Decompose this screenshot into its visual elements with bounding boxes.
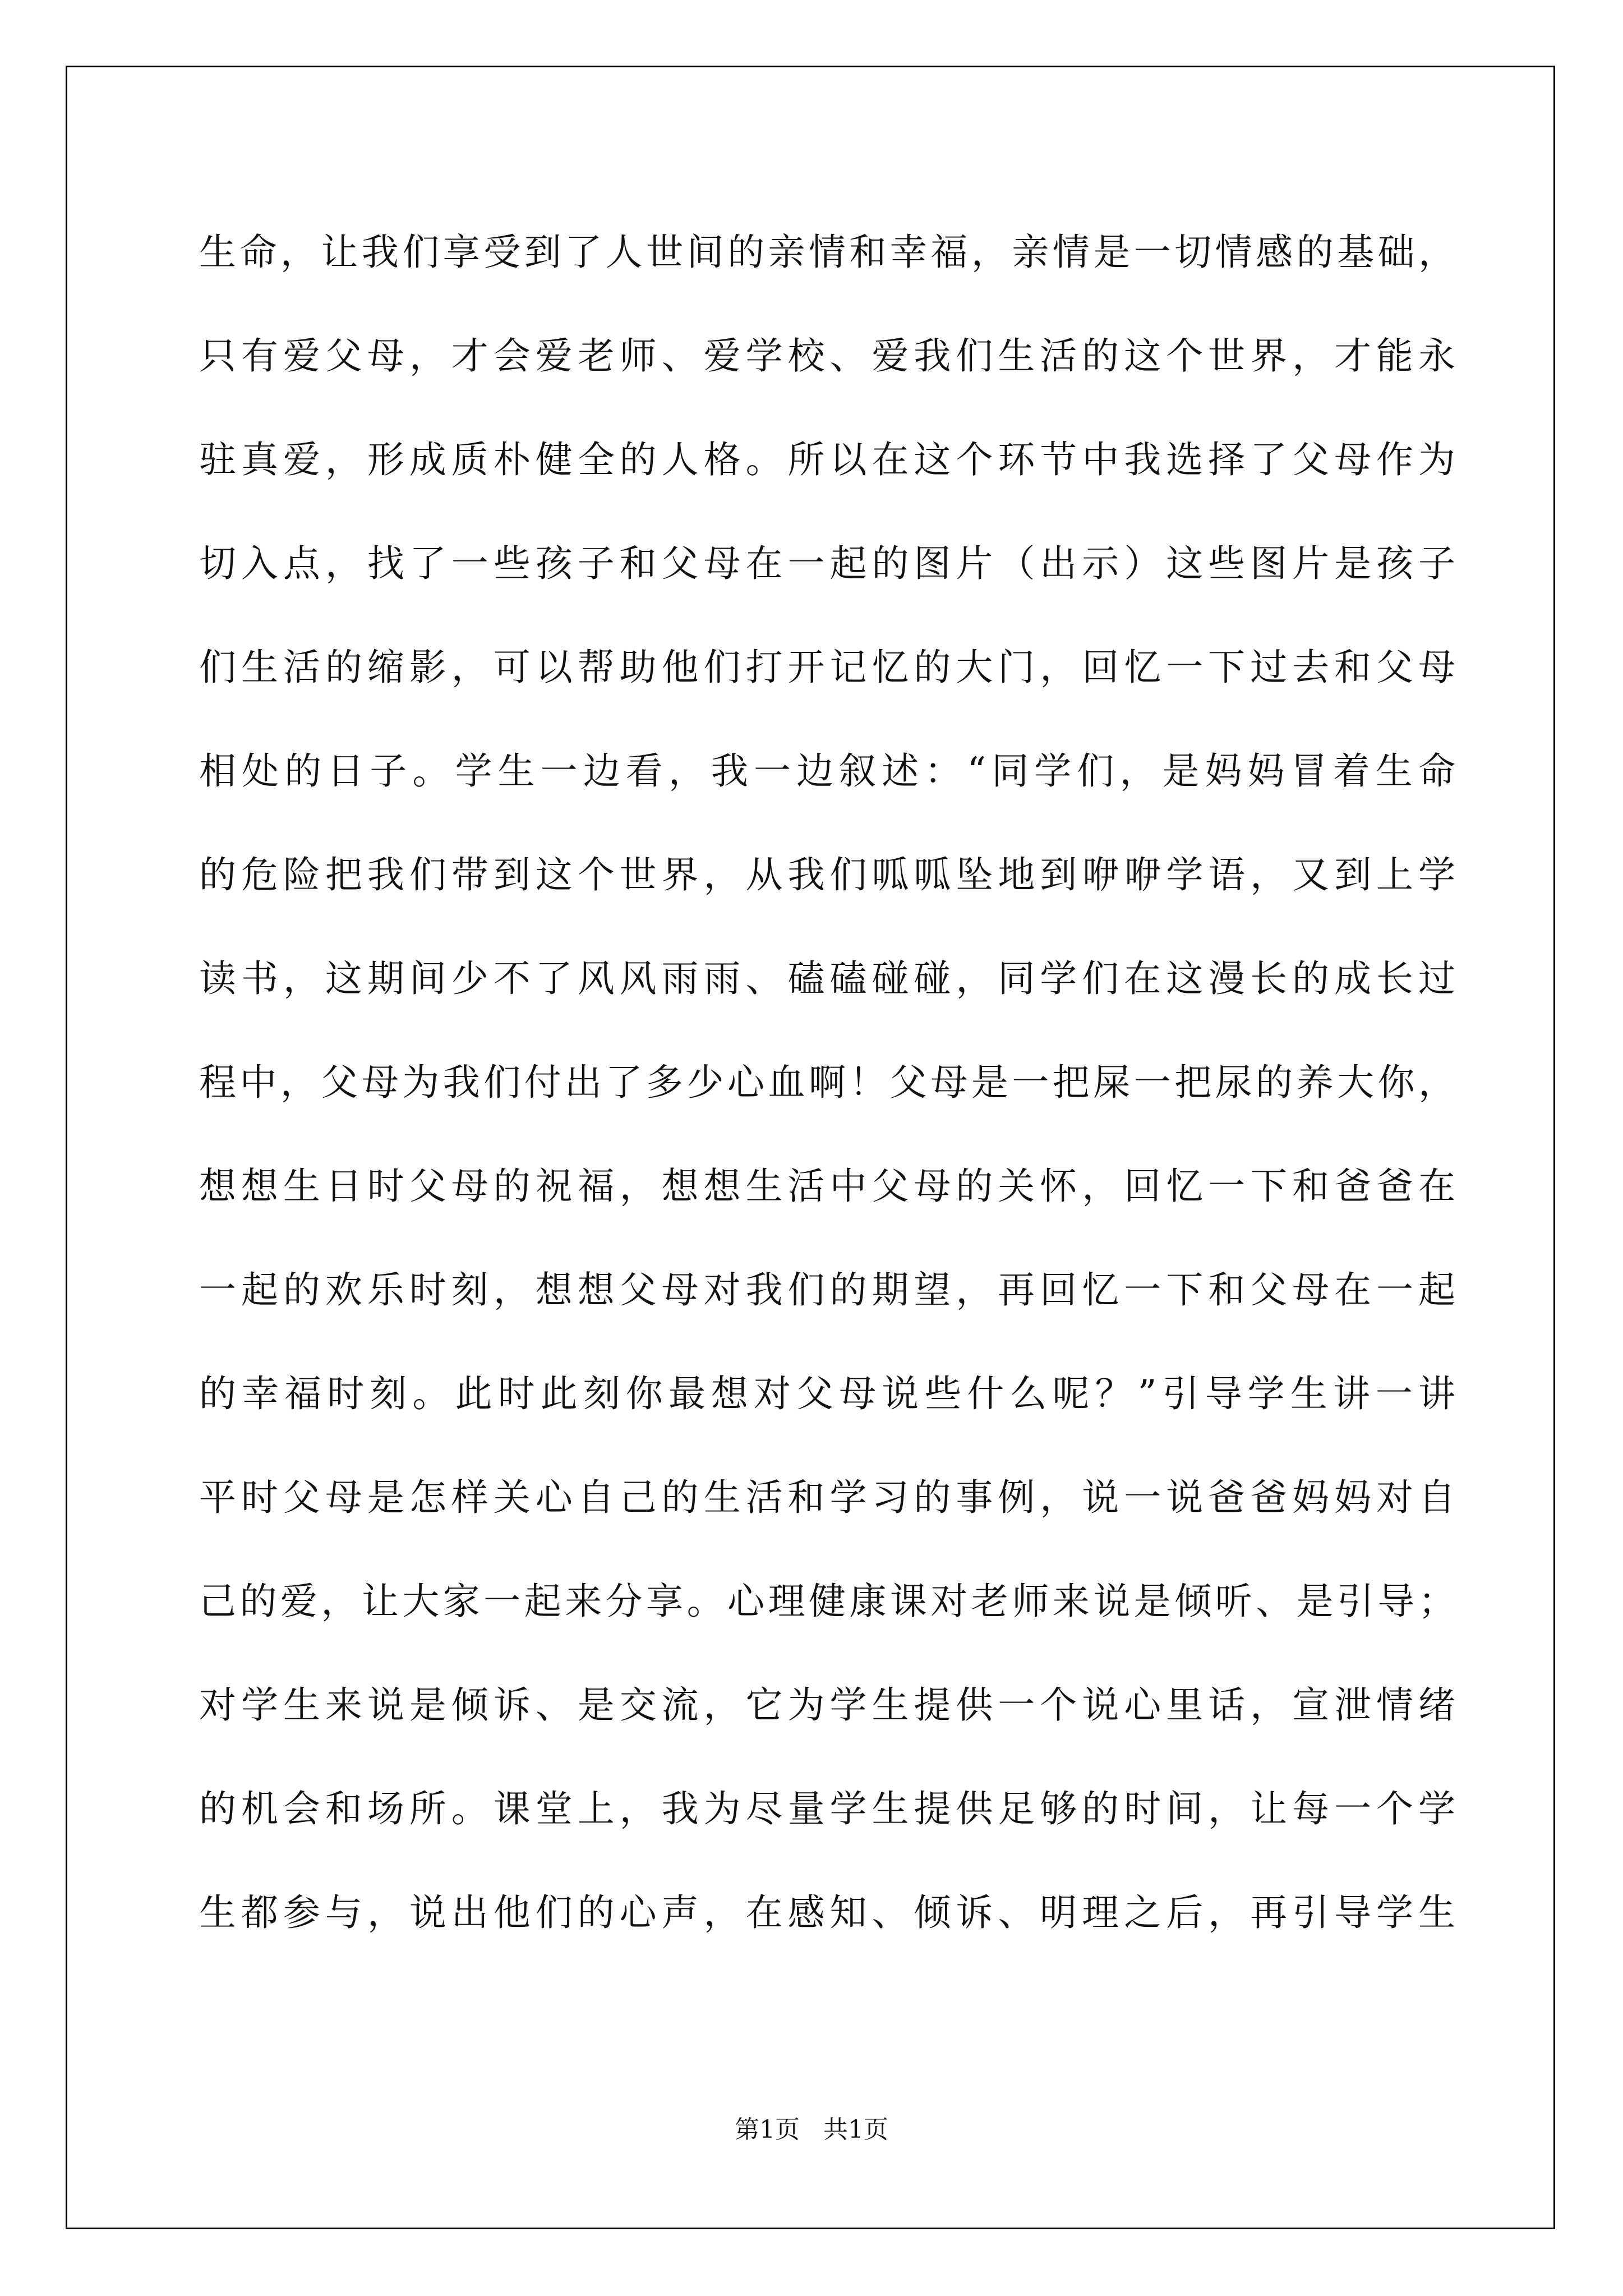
text-line: 的幸福时刻。此时此刻你最想对父母说些什么呢？”引导学生讲一讲 [199,1372,1455,1415]
text-line: 生都参与，说出他们的心声，在感知、倾诉、明理之后，再引导学生 [199,1891,1455,1934]
page-number: 第1页 [735,2115,800,2144]
text-line: 的机会和场所。课堂上，我为尽量学生提供足够的时间，让每一个学 [199,1787,1455,1830]
text-line: 程中，父母为我们付出了多少心血啊！父母是一把屎一把尿的养大你， [199,1061,1455,1104]
text-line: 想想生日时父母的祝福，想想生活中父母的关怀，回忆一下和爸爸在 [199,1165,1455,1208]
text-line: 们生活的缩影，可以帮助他们打开记忆的大门，回忆一下过去和父母 [199,646,1455,689]
text-line: 读书，这期间少不了风风雨雨、磕磕碰碰，同学们在这漫长的成长过 [199,957,1455,1000]
text-line: 只有爱父母，才会爱老师、爱学校、爱我们生活的这个世界，才能永 [199,334,1455,378]
text-line: 己的爱，让大家一起来分享。心理健康课对老师来说是倾听、是引导； [199,1580,1455,1623]
text-line: 的危险把我们带到这个世界，从我们呱呱坠地到咿咿学语，又到上学 [199,853,1455,896]
text-line: 一起的欢乐时刻，想想父母对我们的期望，再回忆一下和父母在一起 [199,1268,1455,1312]
document-body [199,200,1455,1964]
text-line: 平时父母是怎样关心自己的生活和学习的事例，说一说爸爸妈妈对自 [199,1476,1455,1519]
page-total: 共1页 [823,2115,888,2144]
text-line: 对学生来说是倾诉、是交流，它为学生提供一个说心里话，宣泄情绪 [199,1683,1455,1727]
text-line: 驻真爱，形成质朴健全的人格。所以在这个环节中我选择了父母作为 [199,438,1455,481]
page-footer [0,2109,1623,2145]
text-line: 切入点，找了一些孩子和父母在一起的图片（出示）这些图片是孩子 [199,542,1455,585]
text-line: 相处的日子。学生一边看，我一边叙述：“同学们，是妈妈冒着生命 [199,749,1455,793]
text-line: 生命，让我们享受到了人世间的亲情和幸福，亲情是一切情感的基础， [199,231,1455,274]
